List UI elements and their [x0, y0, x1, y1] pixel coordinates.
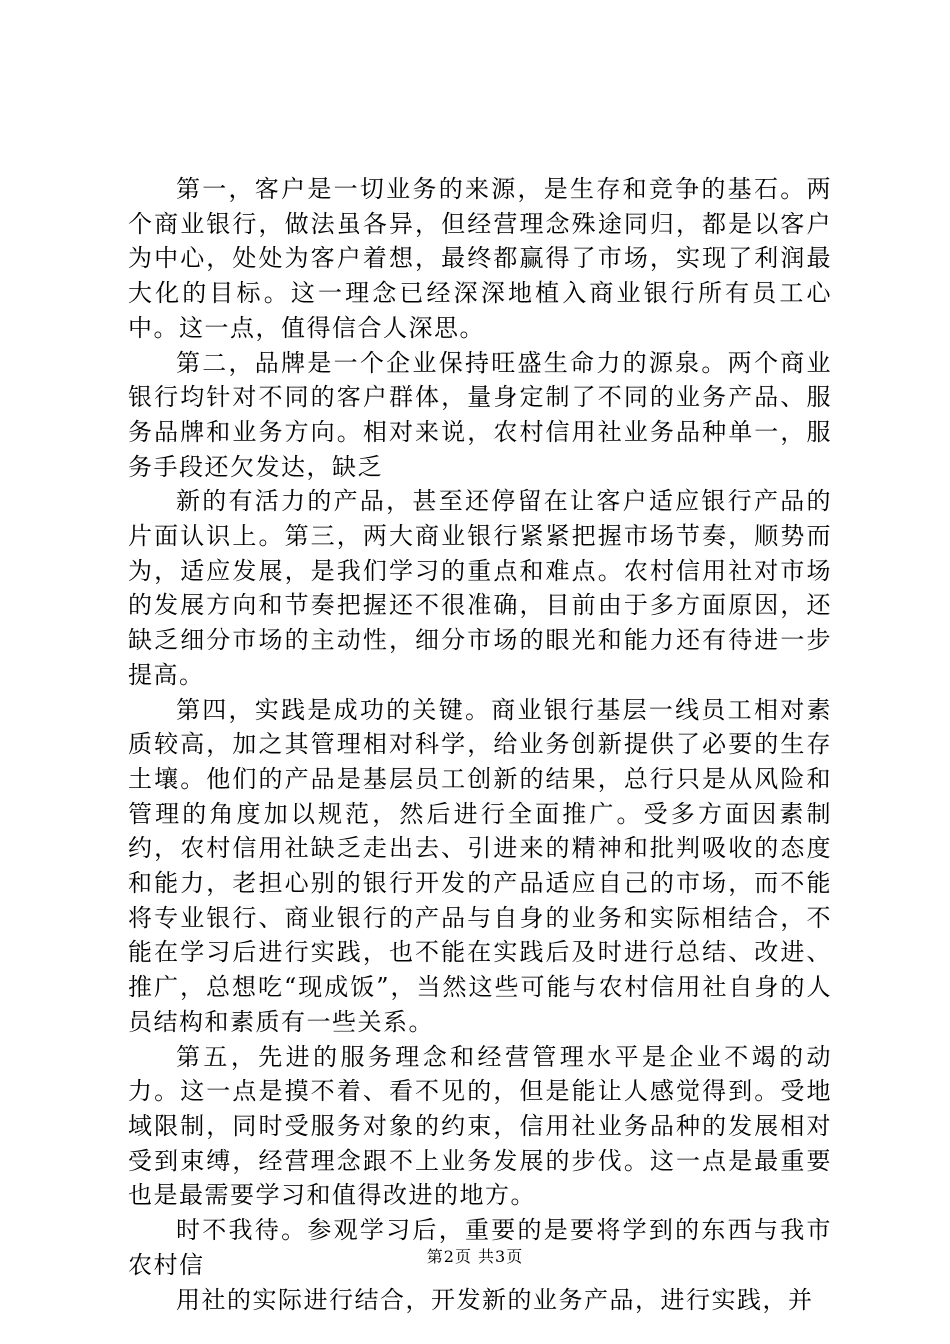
paragraph-time: 时不我待。参观学习后，重要的是要将学到的东西与我市农村信: [128, 1216, 832, 1279]
paragraph-customer: 第一，客户是一切业务的来源，是生存和竞争的基石。两个商业银行，做法虽各异，但经营理念殊途同归，都是以客户为中心，处处为客户着想，最终都赢得了市场，实现了利润最大化的目标。这一理念已经深深地植入商业银行所有员工心中。这一点，值得信合人深思。: [128, 175, 832, 342]
paragraph-market-rhythm: 新的有活力的产品，甚至还停留在让客户适应银行产品的片面认识上。第三，两大商业银行紧紧把握市场节奏，顺势而为，适应发展，是我们学习的重点和难点。农村信用社对市场的发展方向和节奏把握还不很准确，目前由于多方面原因，还缺乏细分市场的主动性，细分市场的眼光和能力还有待进一步提高。: [128, 487, 832, 689]
paragraph-brand: 第二，品牌是一个企业保持旺盛生命力的源泉。两个商业银行均针对不同的客户群体，量身定制了不同的业务产品、服务品牌和业务方向。相对来说，农村信用社业务品种单一，服务手段还欠发达，缺乏: [128, 348, 832, 481]
paragraph-continuation: 用社的实际进行结合，开发新的业务产品，进行实践，并: [176, 1285, 814, 1314]
document-body: [128, 172, 832, 1317]
paragraph-practice: 第四，实践是成功的关键。商业银行基层一线员工相对素质较高，加之其管理相对科学，给业务创新提供了必要的生存土壤。他们的产品是基层员工创新的结果，总行只是从风险和管理的角度加以规范，然后进行全面推广。受多方面因素制约，农村信用社缺乏走出去、引进来的精神和批判吸收的态度和能力，老担心别的银行开发的产品适应自己的市场，而不能将专业银行、商业银行的产品与自身的业务和实际相结合，不能在学习后进行实践，也不能在实践后及时进行总结、改进、推广，总想吃“现成饭”，当然这些可能与农村信用社自身的人员结构和素质有一些关系。: [128, 695, 832, 1036]
paragraph-service-concept: 第五，先进的服务理念和经营管理水平是企业不竭的动力。这一点是摸不着、看不见的，但是能让人感觉得到。受地域限制，同时受服务对象的约束，信用社业务品种的发展相对受到束缚，经营理念跟不上业务发展的步伐。这一点是最重要也是最需要学习和值得改进的地方。: [128, 1042, 832, 1210]
page-number-footer: 第2页 共3页: [426, 1247, 524, 1266]
